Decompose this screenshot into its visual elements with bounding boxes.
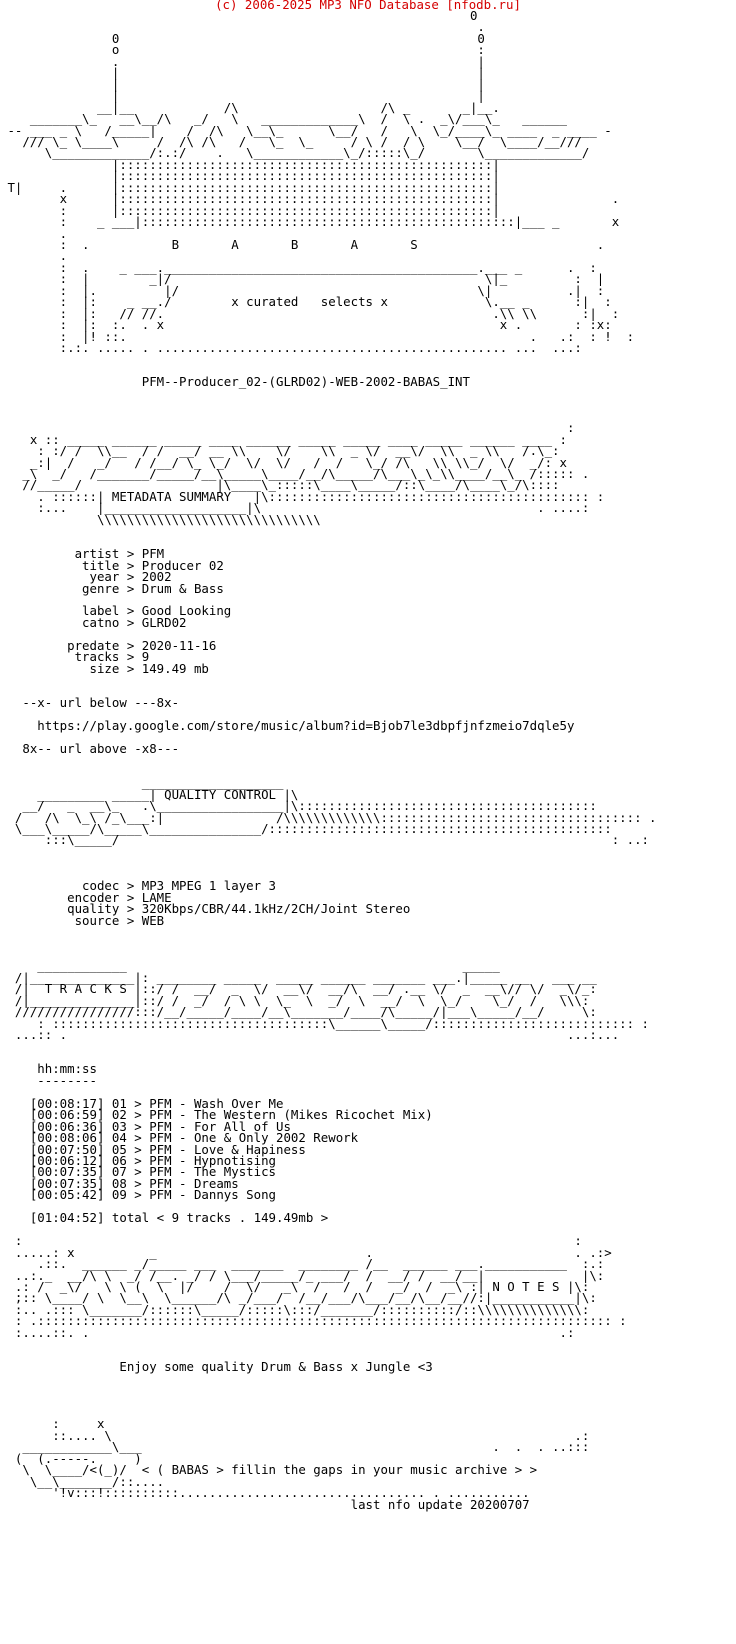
nfo-line: \___\_____/\_____\_______________/:::::::::::::::::::::::::::::::::::::::::::::: (0, 820, 612, 836)
nfo-line: [00:07:35] 07 > PFM - The Mystics (0, 1164, 277, 1180)
nfo-line: : |: // //. .\\ \\ :| : (0, 305, 620, 321)
nfo-line: /// \_ \____\ / /\ /\ / \_ \_ / \ / / \ \__/ \____/__/// (0, 133, 582, 149)
nfo-line: [00:06:36] 03 > PFM - For All of Us (0, 1118, 291, 1134)
nfo-line: : |. |/ \| .| : (0, 282, 605, 298)
nfo-line: \_____________/:.:/ . \____________\_/:::::\_/ \_____________/ (0, 145, 590, 161)
nfo-line: ////////////////:::/__/_____/____/__\_______/____/\_____/|___\_____/__/ \: (0, 1004, 597, 1020)
nfo-line: _\ _/ /_______/_____/__\_____\____/__/\_____/\___\_\_\\____/__\_ /::::: . (0, 466, 590, 481)
nfo-line: quality > 320Kbps/CBR/44.1kHz/2CH/Joint Stereo (0, 901, 411, 917)
nfo-line: [00:07:50] 05 > PFM - Love & Hapiness (0, 1141, 306, 1157)
nfo-line: -- ___ _ \ /_____| / /\ \__\_ \__/ / \ \_/____\_ ____ _ ____ - (0, 122, 612, 138)
nfo-line: .....: x _ . . .:> (0, 1244, 612, 1260)
nfo-line: o : (0, 42, 485, 58)
nfo-line: : |: :. . x x . : :x: (0, 317, 612, 333)
nfo-line: : :/ / \\__ / / __/ __ \\ \/ \\ _ \/ __\/ \\ _ \\ /.\_: (0, 443, 560, 459)
nfo-line: : (0, 420, 575, 436)
nfo-line: : . _ ___.__________________________________________.___ _ . : (0, 259, 597, 275)
nfo-line: catno > GLRD02 (0, 614, 187, 630)
nfo-line: x |::::::::::::::::::::::::::::::::::::::::::::::::::| . (0, 191, 620, 207)
nfo-line: :... |___________________|\ . ....: (0, 500, 590, 516)
nfo-line: :::\_____/ : ..: (0, 832, 650, 848)
nfo-line: https://play.google.com/store/music/album?id=Bjob7le3dbpfjnfzmeio7dqle5y (0, 717, 575, 733)
nfo-line: : _ ___|::::::::::::::::::::::::::::::::::::::::::::::::::|___ _ x (0, 214, 620, 230)
nfo-line: 0 (0, 8, 478, 23)
nfo-line: : |: _ __./ x curated selects x \.__ _ :| : (0, 294, 612, 310)
nfo-line: . (0, 19, 485, 35)
nfo-line: ____________ _____ (0, 958, 500, 974)
nfo-line: artist > PFM (0, 546, 165, 562)
nfo-line: year > 2002 (0, 569, 172, 585)
nfo-line: \ \____/<(_)/ < ( BABAS > fillin the gaps in your music archive > > (0, 1462, 538, 1478)
nfo-line: --x- url below ---8x- (0, 695, 180, 710)
nfo-line: .::. ______ _/_____ ___ _______ ________ /__ ______ ___.___________ :.: (0, 1256, 605, 1272)
nfo-line: | | (0, 88, 485, 104)
nfo-line: size > 149.49 mb (0, 660, 209, 676)
nfo-line: /|______________|::/ / _/ / \ \ \_ \ _/ \ __/ \ \_/ \_/ / \\\: (0, 992, 590, 1008)
nfo-line: : | _|/ \|_ : | (0, 271, 605, 287)
nfo-line: label > Good Looking (0, 603, 232, 619)
nfo-line: ____________\___ . . . ..::: (0, 1439, 590, 1455)
nfo-line: : |! ::. . .: : ! : (0, 328, 635, 344)
nfo-line: _______\_ __\__/\ _/ \ _____________\ / \ . _\/___\_ ______ (0, 111, 567, 127)
nfo-line: \\\\\\\\\\\\\\\\\\\\\\\\\\\\\\ (0, 511, 321, 527)
nfo-line: : . B A B A S . (0, 237, 605, 252)
copyright-header: (c) 2006-2025 MP3 NFO Database [nfodb.ru] (215, 0, 521, 12)
nfo-line: : |::::::::::::::::::::::::::::::::::::::::::::::::::| (0, 202, 500, 218)
nfo-line: tracks > 9 (0, 649, 150, 665)
nfo-line: title > Producer 02 (0, 557, 224, 573)
nfo-line: ___________________ (0, 775, 284, 791)
nfo-line: : x (0, 1416, 105, 1432)
nfo-line: hh:mm:ss (0, 1061, 97, 1077)
nfo-line: . (0, 248, 68, 264)
nfo-line: [00:08:17] 01 > PFM - Wash Over Me (0, 1095, 284, 1111)
nfo-line: //_____/ |\____\_:::::\____\_____/::\____/\____\_/\:::: (0, 477, 560, 493)
nfo-line: codec > MP3 MPEG 1 layer 3 (0, 878, 277, 894)
nfo-line: _________ _____| QUALITY CONTROL |\ (0, 786, 299, 802)
nfo-line: [00:06:12] 06 > PFM - Hypnotising (0, 1153, 277, 1168)
nfo-line: x :: _____ ______ _____ ____ ______ _____ _____ ____ _____ ______ ____ : (0, 431, 567, 447)
nfo-line: [01:04:52] total < 9 tracks . 149.49mb > (0, 1210, 329, 1226)
nfo-line: | | (0, 76, 485, 92)
nfo-line: [00:06:59] 02 > PFM - The Western (Mikes Ricochet Mix) (0, 1107, 433, 1123)
nfo-line: ( (.-----. ) (0, 1450, 142, 1466)
nfo-line: Enjoy some quality Drum & Bass x Jungle <3 (0, 1359, 433, 1375)
nfo-line: :....::. . .: (0, 1324, 575, 1340)
nfo-line: [00:07:35] 08 > PFM - Dreams (0, 1175, 239, 1191)
nfo-line: ::.... \ .: (0, 1427, 590, 1443)
nfo-line: . ::::::| METADATA SUMMARY |\::::::::::::::::::::::::::::::::::::::::::: : (0, 488, 605, 504)
nfo-line: /| T R A C K S |::/ / __/ _ \/ __\/ __/\ __/ .__ \/ _ __\// \/ _\/_: (0, 981, 597, 997)
nfo-line: | | (0, 65, 485, 81)
nfo-line: / /\ \_\ /_\___:| /\\\\\\\\\\\\\::::::::::::::::::::::::::::::::::: . (0, 809, 657, 825)
nfo-line: . (0, 225, 68, 241)
nfo-line: /|______________|: ________ _____ _____ ______ _______ ___.|_____ __ ___ __ (0, 969, 597, 985)
nfo-line: :.. .::: \_______/::::::\_____/:::::\:::/_______/::::::::::/::\\\\\\\\\\\\\\: (0, 1301, 590, 1317)
nfo-line: source > WEB (0, 912, 165, 928)
nfo-line: 8x-- url above -x8--- (0, 740, 180, 756)
nfo-line: :.:. ..... . ............................................... ... ...: (0, 340, 582, 356)
nfo-line: . | (0, 53, 485, 69)
nfo-line: ;:: \____/ \ \__\ \______/\ _/___/ /__/___/\___/__/\__/__//:|___________|\: (0, 1290, 597, 1306)
nfo-line: predate > 2020-11-16 (0, 637, 217, 653)
nfo-line: : .::::::::::::::::::::::::::::::::::::::::::::::::::::::::::::::::::::::::::::: : (0, 1313, 627, 1329)
nfo-line: |::::::::::::::::::::::::::::::::::::::::::::::::::| (0, 156, 500, 172)
nfo-line: _:| / _/ / /__/ \_ \_/ \/ \/ / / \_/ /\ \\ \\_/ \/ _/: x (0, 454, 567, 470)
nfo-line: .: / _\/ \ \ ( \ |/ / \/ _\ / / / _/ / _\ :| N O T E S |\: (0, 1278, 590, 1294)
nfo-line: : : (0, 1233, 582, 1249)
nfo-line: '!v:::!::::::::::................................. . ........... (0, 1485, 530, 1501)
nfo-line: -------- (0, 1072, 97, 1088)
nfo-line: T| . |::::::::::::::::::::::::::::::::::::::::::::::::::| (0, 179, 500, 195)
nfo-line: \__\_______/::.... (0, 1473, 165, 1489)
nfo-line: |::::::::::::::::::::::::::::::::::::::::::::::::::| (0, 168, 500, 184)
nfo-line: ..:._ __/\ \ _/ /__. _/ / \___/_____/_ ___/ / __/ / __/__| |\: (0, 1267, 605, 1283)
nfo-line: [00:05:42] 09 > PFM - Dannys Song (0, 1187, 277, 1203)
nfo-line: PFM--Producer_02-(GLRD02)-WEB-2002-BABAS_INT (0, 374, 470, 390)
nfo-line: [00:08:06] 04 > PFM - One & Only 2002 Rework (0, 1130, 359, 1146)
nfo-line: 0 0 (0, 30, 485, 46)
nfo-line: genre > Drum & Bass (0, 580, 224, 596)
nfo-line: encoder > LAME (0, 889, 172, 905)
nfo-line: __/ _ __\_ .\_________________|\:::::::::::::::::::::::::::::::::::::::: (0, 798, 597, 814)
nfo-line: last nfo update 20200707 (0, 1496, 530, 1512)
nfo-line: ...:: . ...:... (0, 1027, 620, 1043)
nfo-line: __|__ /\ /\ _ _|__. (0, 99, 500, 115)
nfo-line: : :::::::::::::::::::::::::::::::::::::\______\_____/::::::::::::::::::::::::::: : (0, 1015, 650, 1031)
